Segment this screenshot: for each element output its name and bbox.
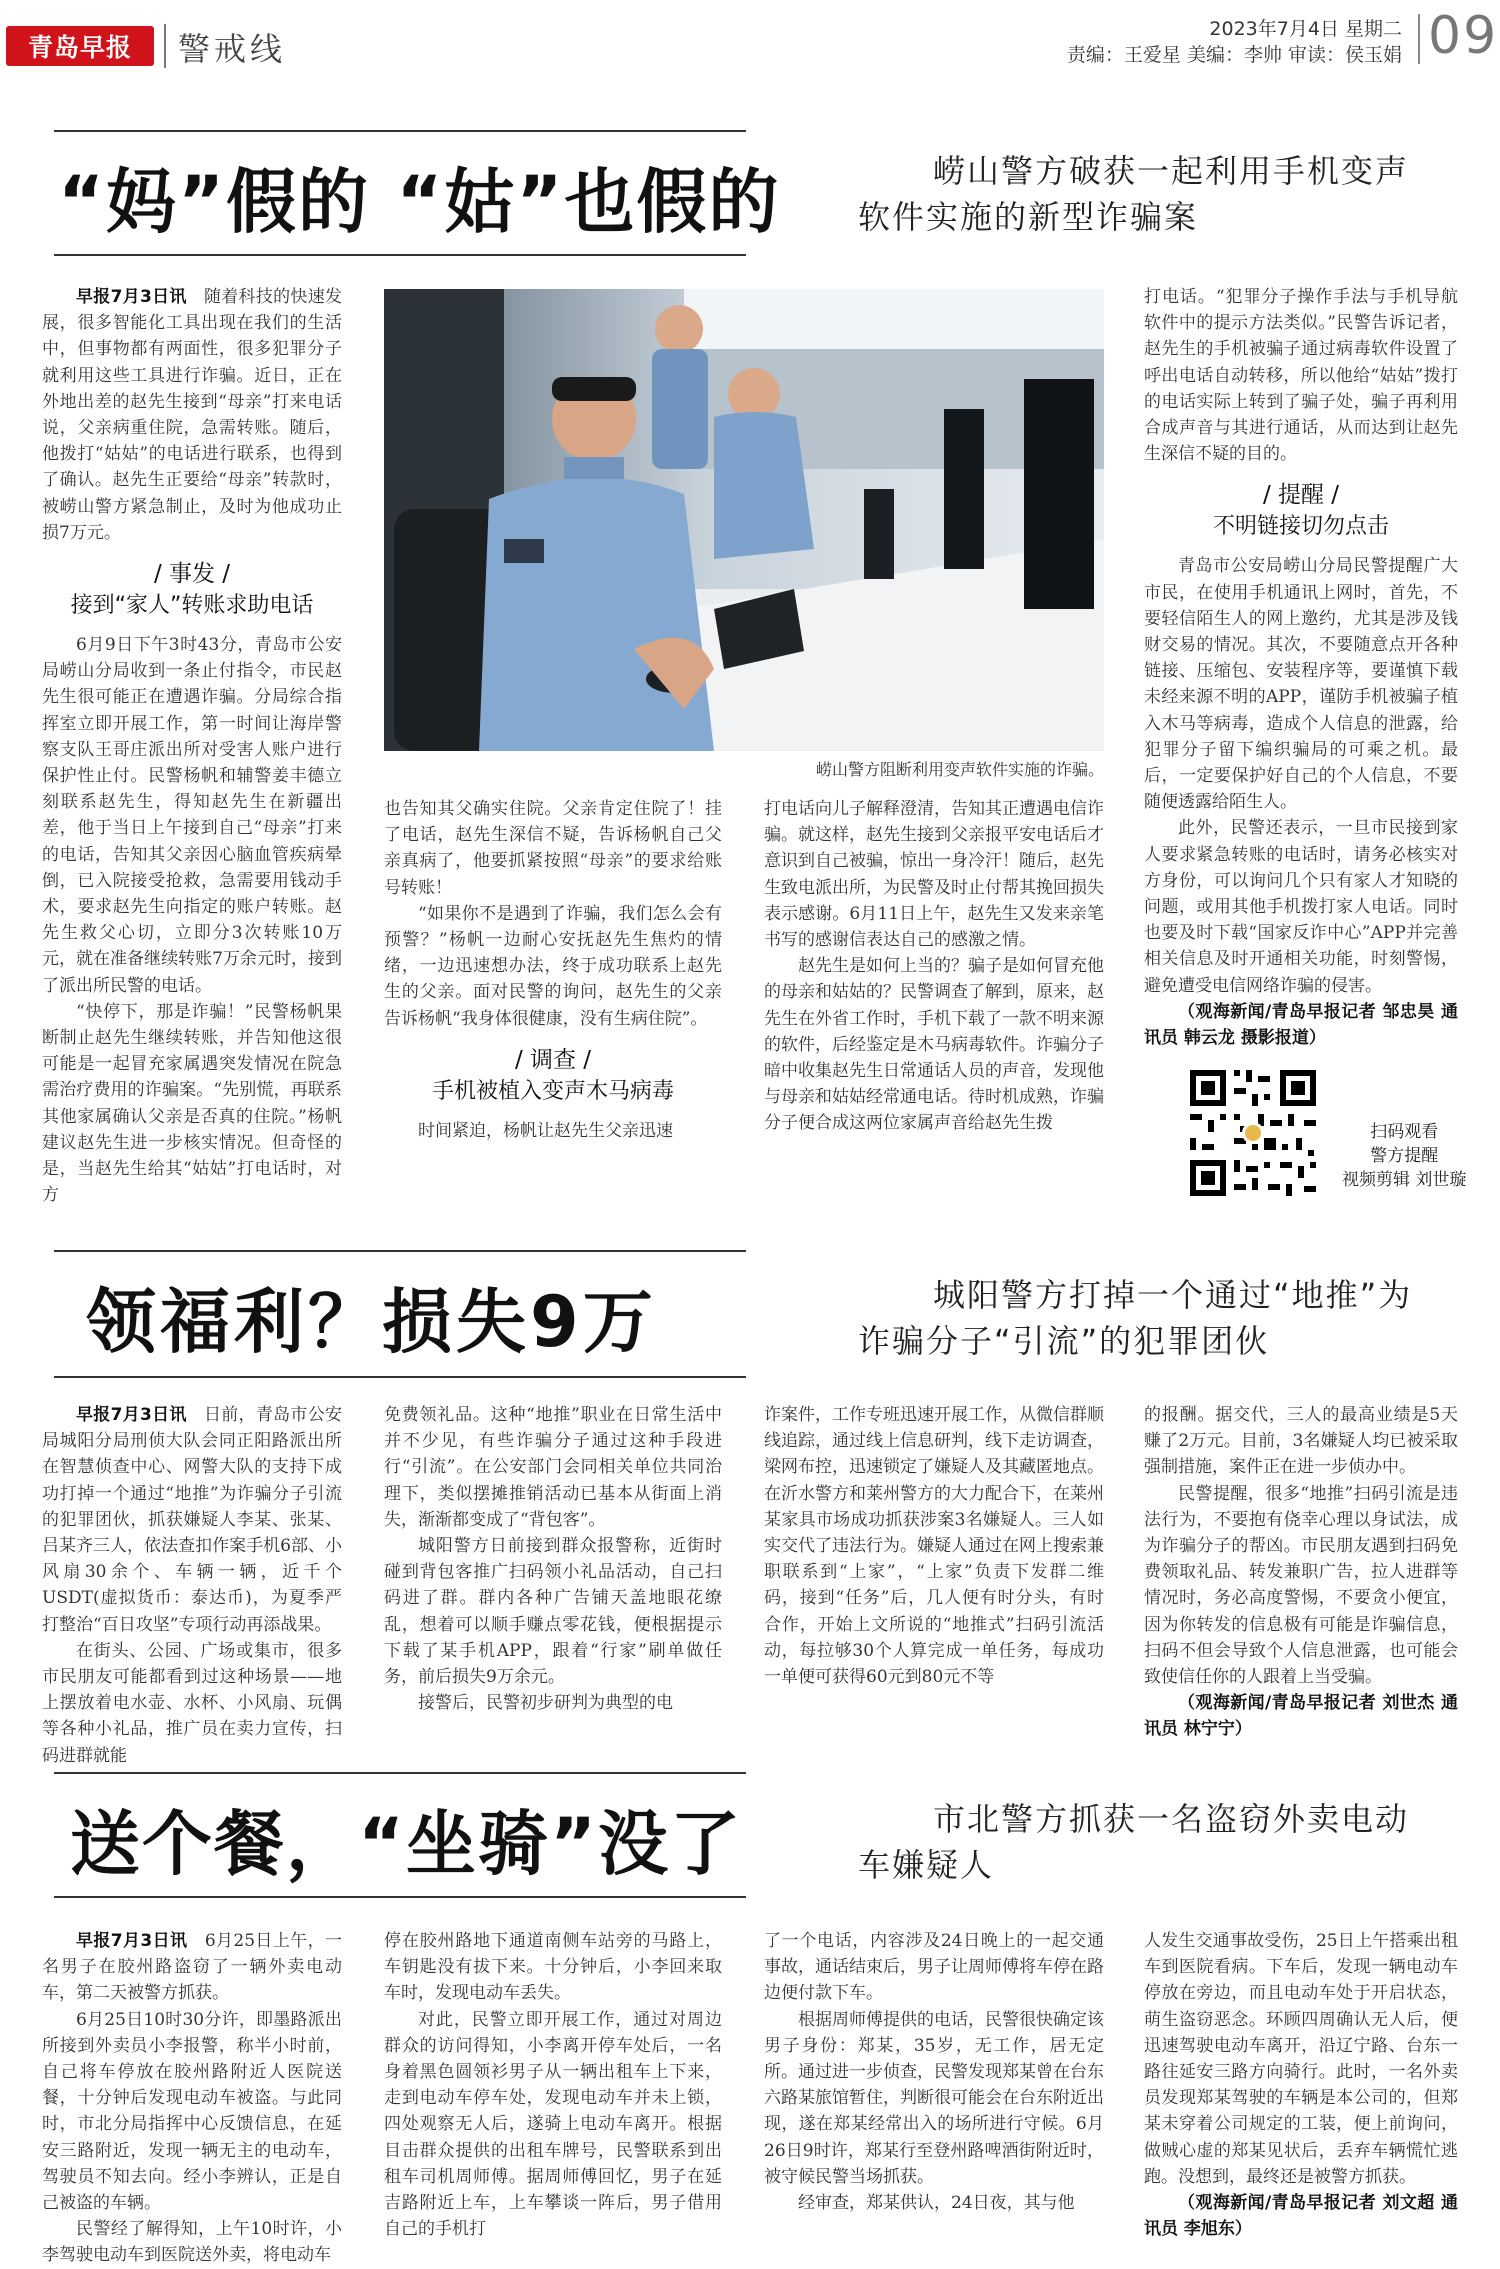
paragraph: 对此，民警立即开展工作，通过对周边群众的访问得知，小李离开停车处后，一名身着黑色圆领衫男子从一辆出租车上下来，走到电动车停车处，发现电动车并未上锁，四处观察无人后，遂骑上电动车离开。根据目击群众提供的出租车牌号，民警联系到出租车司机周师傅。据周师傅回忆，男子在延吉路附近上车，上车攀谈一阵后，男子借用自己的手机打 [384, 2009, 722, 2240]
police-photo [384, 289, 1104, 751]
story3-subhead: 市北警方抓获一名盗窃外卖电动车嫌疑人 [858, 1800, 1410, 1884]
paragraph: 打电话向儿子解释澄清，告知其正遭遇电信诈骗。就这样，赵先生接到父亲报平安电话后才意识到自己被骗，惊出一身冷汗！随后，赵先生致电派出所，为民警及时止付帮其挽回损失表示感谢。6月11日上午，赵先生又发来亲笔书写的感谢信表达自己的感激之情。 [764, 799, 1104, 951]
paragraph: 日前，青岛市公安局城阳分局刑侦大队会同正阳路派出所在智慧侦查中心、网警大队的支持下成功打掉一个通过“地推”为诈骗分子引流的犯罪团伙，抓获嫌疑人李某、张某、吕某齐三人，依法查扣作案手机6部、小风扇30余个、车辆一辆，近千个USDT(虚拟货币：泰达币)，为夏季严打整治“百日攻坚”专项行动再添战果。 [42, 1405, 343, 1635]
paragraph: 此外，民警还表示，一旦市民接到家人要求紧急转账的电话时，请务必核实对方身份，可以询问几个只有家人才知晓的问题，或用其他手机拨打家人电话。同时也要及时下载“国家反诈中心”APP并完善相关信息及时开通相关功能，时刻警惕，避免遭受电信网络诈骗的侵害。 [1144, 818, 1458, 996]
section-title: 手机被植入变声木马病毒 [431, 1078, 674, 1104]
paragraph: 6月25日上午，一名男子在胶州路盗窃了一辆外卖电动车，第二天被警方抓获。 [42, 1931, 343, 2004]
issue-date: 2023年7月4日 星期二 [1209, 18, 1402, 40]
paragraph: 了一个电话，内容涉及24日晚上的一起交通事故，通话结束后，男子让周师傅将车停在路边便付款下车。 [764, 1931, 1104, 2004]
section-tag: / 提醒 / [1262, 482, 1340, 509]
paragraph: 人发生交通事故受伤，25日上午搭乘出租车到医院看病。下车后，发现一辆电动车停放在旁边，而且电动车处于开启状态，萌生盗窃恶念。环顾四周确认无人后，便迅速驾驶电动车离开，沿辽宁路、台东一路往延安三路方向骑行。此时，一名外卖员发现郑某驾驶的车辆是本公司的，但郑某未穿着公司规定的工装，便上前询问，做贼心虚的郑某见状后，丢弃车辆慌忙逃跑。没想到，最终还是被警方抓获。 [1144, 1931, 1458, 2187]
story2-headline: 领福利？损失9万 [86, 1281, 657, 1363]
qr-caption-line: 扫码观看 [1370, 1122, 1439, 1142]
story3-column-4 [1144, 1928, 1458, 2240]
story1-column-2 [384, 796, 722, 1192]
story2-subhead: 城阳警方打掉一个通过“地推”为诈骗分子“引流”的犯罪团伙 [858, 1276, 1413, 1360]
section-heading [42, 558, 342, 622]
story1-headline: “妈”假的 “姑”也假的 [58, 161, 781, 243]
qr-caption-line: 警方提醒 [1370, 1146, 1439, 1166]
paragraph: 经审查，郑某供认，24日夜，其与他 [798, 2193, 1075, 2214]
byline: （观海新闻/青岛早报记者 刘世杰 通讯员 林宁宁） [1144, 1693, 1458, 1740]
dateline: 早报7月3日讯 [76, 1405, 187, 1425]
story2-column-2 [384, 1402, 722, 1724]
paragraph: 时间紧迫，杨帆让赵先生父亲迅速 [418, 1120, 673, 1141]
paragraph: 根据周师傅提供的电话，民警很快确定该男子身份：郑某，35岁，无工作，居无定所。通过进一步侦查，民警发现郑某曾在台东六路某旅馆暂住，判断很可能会在台东附近出现，遂在郑某经常出入的场所进行守候。6月26日9时许，郑某行至登州路啤酒街附近时，被守候民警当场抓获。 [764, 2009, 1104, 2187]
qr-caption-line: 视频剪辑 刘世璇 [1342, 1170, 1467, 1190]
headline-rule [54, 130, 746, 132]
story2-column-4 [1144, 1402, 1458, 1740]
paragraph: 6月25日10时30分许，即墨路派出所接到外卖员小李报警，称半小时前，自己将车停放在胶州路附近人医院送餐，十分钟后发现电动车被盗。与此同时，市北分局指挥中心反馈信息，在延安三路附近，发现一辆无主的电动车，驾驶员不知去向。经小李辨认，正是自己被盗的车辆。 [42, 2009, 342, 2214]
paragraph: 随着科技的快速发展，很多智能化工具出现在我们的生活中，但事物都有两面性，很多犯罪分子就利用这些工具进行诈骗。近日，正在外地出差的赵先生接到“母亲”打来电话说，父亲病重住院，急需转账。随后，他拨打“姑姑”的电话进行联系，也得到了确认。赵先生正要给“母亲”转款时，被崂山警方紧急制止，及时为他成功止损7万元。 [42, 287, 343, 543]
story2-column-3 [764, 1402, 1104, 1724]
newspaper-logo [6, 26, 154, 66]
paragraph: 接警后，民警初步研判为典型的电 [418, 1693, 673, 1714]
story1-subhead: 崂山警方破获一起利用手机变声软件实施的新型诈骗案 [858, 152, 1410, 236]
headline-rule [54, 1772, 746, 1774]
headline-rule [54, 254, 746, 256]
paragraph: 打电话。“犯罪分子操作手法与手机导航软件中的提示方法类似。”民警告诉记者，赵先生的手机被骗子通过病毒软件设置了呼出电话自动转移，所以他给“姑姑”拨打的电话实际上转到了骗子处，骗子再利用合成声音与其进行通话，从而达到让赵先生深信不疑的目的。 [1144, 287, 1458, 465]
story3-column-1 [42, 1928, 343, 2266]
dateline: 早报7月3日讯 [76, 1931, 188, 1951]
page-number-divider [1418, 14, 1420, 64]
section-heading [384, 1044, 722, 1108]
paragraph: 民警提醒，很多“地推”扫码引流是违法行为，不要抱有侥幸心理以身试法，成为诈骗分子的帮凶。市民朋友遇到扫码免费领取礼品、转发兼职广告，拉人进群等情况时，务必高度警惕，不要贪小便宜，因为你转发的信息极有可能是诈骗信息，扫码不但会导致个人信息泄露，也可能会致使信任你的人跟着上当受骗。 [1144, 1483, 1458, 1688]
photo-caption: 崂山警方阻断利用变声软件实施的诈骗。 [815, 760, 1104, 779]
paragraph: “快停下，那是诈骗！”民警杨帆果断制止赵先生继续转账，并告知他这很可能是一起冒充家属遇突发情况在院急需治疗费用的诈骗案。“先别慌，再联系其他家属确认父亲是否真的住院。”杨帆建议赵先生进一步核实情况。但奇怪的是，当赵先生给其“姑姑”打电话时，对方 [42, 1001, 342, 1206]
dateline: 早报7月3日讯 [76, 287, 187, 307]
story3-column-3 [764, 1928, 1104, 2240]
story2-column-1 [42, 1402, 343, 1766]
story3-headline: 送个餐，“坐骑”没了 [70, 1803, 743, 1885]
section-tag: / 事发 / [153, 561, 231, 588]
story1-column-1 [42, 284, 343, 1206]
qr-code-icon[interactable] [1186, 1066, 1320, 1200]
story1-column-3 [764, 796, 1104, 1192]
byline: （观海新闻/青岛早报记者 刘文超 通讯员 李旭东） [1144, 2193, 1458, 2240]
paragraph: 民警经了解得知，上午10时许，小李驾驶电动车到医院送外卖，将电动车 [42, 2219, 342, 2266]
page-number: 09 [1428, 6, 1499, 66]
paragraph: 停在胶州路地下通道南侧车站旁的马路上，车钥匙没有拔下来。十分钟后，小李回来取车时，发现电动车丢失。 [384, 1931, 722, 2004]
paragraph: 免费领礼品。这种“地推”职业在日常生活中并不少见，有些诈骗分子通过这种手段进行“引流”。在公安部门会同相关单位共同治理下，类似摆摊推销活动已基本从街面上消失，渐渐都变成了“背包客”。 [384, 1405, 722, 1530]
paragraph: 青岛市公安局崂山分局民警提醒广大市民，在使用手机通讯上网时，首先，不要轻信陌生人的网上邀约，尤其是涉及钱财交易的情况。其次，不要随意点开各种链接、压缩包、安装程序等，要谨慎下载未经来源不明的APP，谨防手机被骗子植入木马等病毒，造成个人信息的泄露，给犯罪分子留下编织骗局的可乘之机。最后，一定要保护好自己的个人信息，不要随便透露给陌生人。 [1144, 556, 1458, 813]
masthead [0, 0, 1500, 84]
paragraph: 诈案件，工作专班迅速开展工作，从微信群顺线追踪，通过线上信息研判，线下走访调查，梁网布控，迅速锁定了嫌疑人及其藏匿地点。在沂水警方和莱州警方的大力配合下，在莱州某家具市场成功抓获涉案3名嫌疑人。三人如实交代了违法行为。嫌疑人通过在网上搜索兼职联系到“上家”，“上家”负责下发群二维码，接到“任务”后，几人便有时分头，有时合作，开始上文所说的“地推式”扫码引流活动，每拉够30个人算完成一单任务，每成功一单便可获得60元到80元不等 [764, 1405, 1104, 1688]
headline-rule [54, 1250, 746, 1252]
newspaper-logo-text: 青岛早报 [27, 33, 132, 62]
paragraph: 城阳警方日前接到群众报警称，近街时碰到背包客推广扫码领小礼品活动，自己扫码进了群。群内各种广告铺天盖地眼花缭乱，想着可以顺手赚点零花钱，便根据提示下载了某手机APP，跟着“行家”刷单做任务，前后损失9万余元。 [384, 1536, 722, 1688]
section-divider [164, 24, 166, 68]
paragraph: 的报酬。据交代，三人的最高业绩是5天赚了2万元。目前，3名嫌疑人均已被采取强制措施，案件正在进一步侦办中。 [1144, 1405, 1458, 1478]
section-heading [1144, 479, 1458, 543]
headline-rule [54, 1376, 746, 1378]
section-title: 不明链接切勿点击 [1212, 514, 1389, 540]
headline-rule [54, 1896, 746, 1898]
story3-column-2 [384, 1928, 722, 2240]
editor-credits: 责编：王爱星 美编：李帅 审读：侯玉娟 [1066, 44, 1402, 66]
paragraph: “如果你不是遇到了诈骗，我们怎么会有预警？”杨帆一边耐心安抚赵先生焦灼的情绪，一边迅速想办法，终于成功联系上赵先生的父亲。面对民警的询问，赵先生的父亲告诉杨帆“我身体很健康，没有生病住院”。 [384, 903, 722, 1029]
qr-caption [1342, 1120, 1466, 1192]
paragraph: 也告知其父确实住院。父亲肯定住院了！挂了电话，赵先生深信不疑，告诉杨帆自己父亲真病了，他要抓紧按照“母亲”的要求给账号转账！ [384, 799, 722, 898]
paragraph: 在街头、公园、广场或集市，很多市民朋友可能都看到过这种场景——地上摆放着电水壶、水杯、小风扇、玩偶等各种小礼品，推广员在卖力宣传，扫码进群就能 [42, 1640, 342, 1766]
section-name: 警戒线 [178, 30, 287, 68]
byline: （观海新闻/青岛早报记者 邹忠昊 通讯员 韩云龙 摄影报道） [1144, 1001, 1458, 1049]
section-title: 接到“家人”转账求助电话 [70, 593, 314, 619]
section-tag: / 调查 / [514, 1046, 592, 1073]
paragraph: 赵先生是如何上当的？骗子是如何冒充他的母亲和姑姑的？民警调查了解到，原来，赵先生在外省工作时，手机下载了一款不明来源的软件，后经鉴定是木马病毒软件。诈骗分子暗中收集赵先生日常通话人员的声音，发现他与母亲和姑姑经常通电话。待时机成熟，诈骗分子便合成这两位家属声音给赵先生拨 [764, 956, 1104, 1134]
paragraph: 6月9日下午3时43分，青岛市公安局崂山分局收到一条止付指令，市民赵先生很可能正在遭遇诈骗。分局综合指挥室立即开展工作，第一时间让海岸警察支队王哥庄派出所对受害人账户进行保护性止付。民警杨帆和辅警姜丰德立刻联系赵先生，得知赵先生在新疆出差，他于当日上午接到自己“母亲”打来的电话，告知其父亲因心脑血管疾病晕倒，已入院接受抢救，急需要用钱动手术，要求赵先生向指定的账户转账。赵先生救父心切，立即分3次转账10万元，就在准备继续转账7万余元时，接到了派出所民警的电话。 [42, 635, 342, 996]
story1-column-4 [1144, 284, 1458, 1049]
